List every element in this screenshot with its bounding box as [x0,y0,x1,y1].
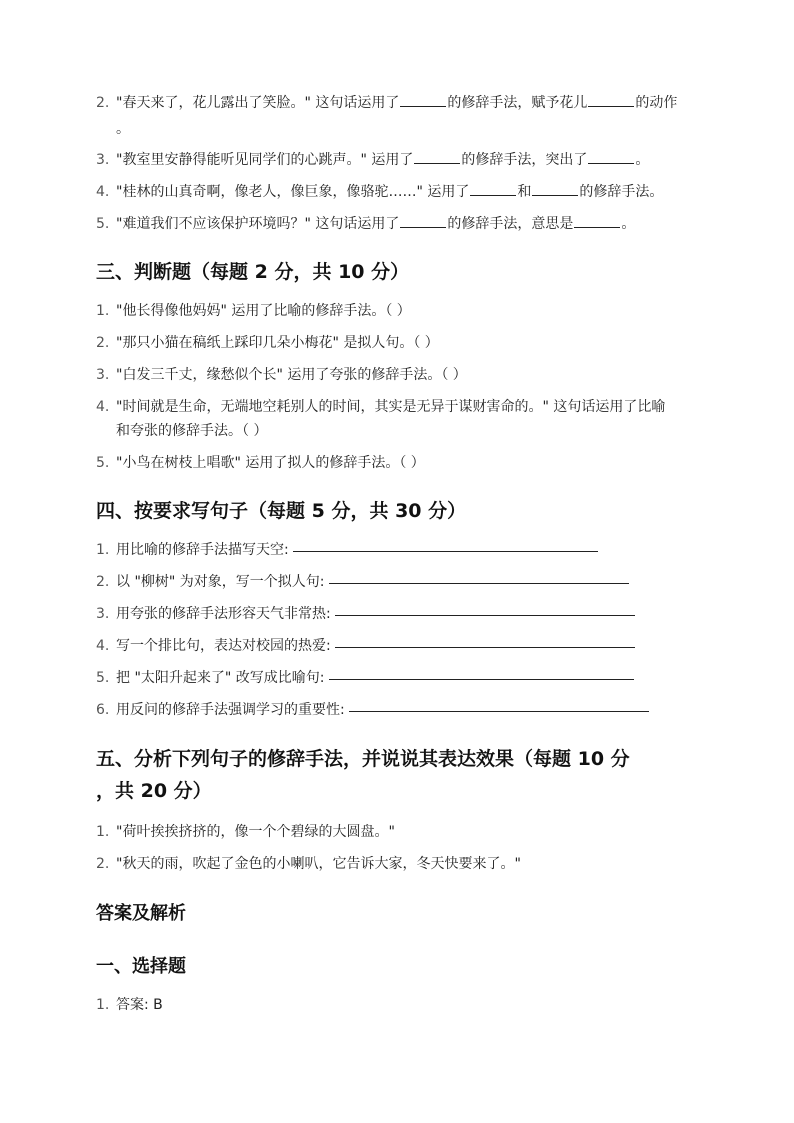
question-text: "时间就是生命，无端地空耗别人的时间，其实是无异于谋财害命的。" 这句话运用了比喻 [116,399,666,415]
question-text: "白发三千丈，缘愁似个长" 运用了夸张的修辞手法。（ ） [116,367,467,383]
question-text: 用反问的修辞手法强调学习的重要性: [116,702,345,718]
question-text: 把 "太阳升起来了" 改写成比喻句: [116,670,325,686]
question-text: 以 "柳树" 为对象，写一个拟人句: [116,574,325,590]
question-text: "那只小猫在稿纸上踩印几朵小梅花" 是拟人句。（ ） [116,335,439,351]
question-text: 。 [621,216,636,232]
answer-blank[interactable] [588,162,634,164]
answers-heading: 答案及解析 [96,903,186,924]
question-number: 4. [96,184,110,200]
section-heading-write-sentences: 四、按要求写句子（每题 5 分，共 30 分） [96,500,467,522]
fill-question-3 [96,150,649,170]
answer-text: 答案: B [116,997,163,1013]
analysis-question-1 [96,822,395,842]
answer-blank[interactable] [414,162,460,164]
answer-blank[interactable] [532,194,578,196]
question-number: 1. [96,542,110,558]
question-number: 4. [96,638,110,654]
question-text: "小鸟在树枝上唱歌" 运用了拟人的修辞手法。（ ） [116,455,425,471]
true-false-question-3 [96,365,467,385]
question-number: 3. [96,152,110,168]
question-text: "教室里安静得能听见同学们的心跳声。" 运用了 [116,152,414,168]
answer-line[interactable] [335,646,635,648]
true-false-question-5 [96,453,425,473]
question-text: 用夸张的修辞手法形容天气非常热: [116,606,331,622]
question-text: 写一个排比句，表达对校园的热爱: [116,638,331,654]
write-question-5 [96,668,634,688]
question-text: 用比喻的修辞手法描写天空: [116,542,289,558]
question-text: 的修辞手法。 [579,184,664,200]
answer-number: 1. [96,997,110,1013]
question-number: 2. [96,95,110,111]
question-number: 1. [96,303,110,319]
question-text: 的修辞手法，突出了 [461,152,588,168]
fill-question-4 [96,182,663,202]
analysis-question-2 [96,854,521,874]
question-text: 的动作 [635,95,678,111]
question-text: "难道我们不应该保护环境吗？" 这句话运用了 [116,216,400,232]
answer-line[interactable] [329,582,629,584]
question-text: "秋天的雨，吹起了金色的小喇叭，它告诉大家，冬天快要来了。" [116,856,521,872]
question-number: 2. [96,574,110,590]
question-text: 。 [635,152,650,168]
question-number: 3. [96,367,110,383]
question-continuation: 和夸张的修辞手法。（ ） [116,423,268,439]
answer-blank[interactable] [400,226,446,228]
true-false-question-2 [96,333,439,353]
section-heading-true-false: 三、判断题（每题 2 分，共 10 分） [96,261,410,283]
question-number: 1. [96,824,110,840]
question-number: 4. [96,399,110,415]
question-text: "春天来了，花儿露出了笑脸。" 这句话运用了 [116,95,400,111]
true-false-question-4 [96,397,665,417]
question-number: 5. [96,216,110,232]
answer-item-1 [96,995,163,1015]
write-question-4 [96,636,635,656]
write-question-2 [96,572,629,592]
question-text: 的修辞手法，意思是 [447,216,574,232]
question-text: "他长得像他妈妈" 运用了比喻的修辞手法。（ ） [116,303,411,319]
question-number: 3. [96,606,110,622]
fill-question-2 [96,93,677,113]
write-question-6 [96,700,649,720]
answer-blank[interactable] [574,226,620,228]
write-question-3 [96,604,635,624]
fill-question-5 [96,214,635,234]
question-number: 6. [96,702,110,718]
question-number: 5. [96,670,110,686]
section-heading-analysis-cont: ，共 20 分） [96,780,212,802]
section-heading-analysis: 五、分析下列句子的修辞手法，并说说其表达效果（每题 10 分 [96,748,630,770]
question-text: 的修辞手法，赋予花儿 [447,95,588,111]
question-number: 2. [96,856,110,872]
question-number: 2. [96,335,110,351]
true-false-question-1 [96,301,411,321]
answer-blank[interactable] [400,105,446,107]
write-question-1 [96,540,598,560]
answer-line[interactable] [335,614,635,616]
answer-line[interactable] [329,678,634,680]
question-text: "荷叶挨挨挤挤的，像一个个碧绿的大圆盘。" [116,824,395,840]
question-continuation: 。 [116,121,130,137]
answer-line[interactable] [349,710,649,712]
question-text: 和 [517,184,532,200]
question-number: 5. [96,455,110,471]
answer-blank[interactable] [588,105,634,107]
question-text: "桂林的山真奇啊，像老人，像巨象，像骆驼……" 运用了 [116,184,470,200]
answers-sub-heading: 一、选择题 [96,956,186,977]
answer-line[interactable] [293,550,598,552]
answer-blank[interactable] [470,194,516,196]
